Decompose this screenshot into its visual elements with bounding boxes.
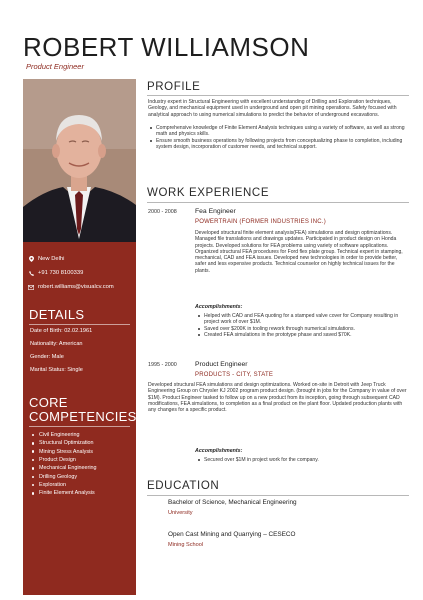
- phone-icon: [28, 270, 34, 276]
- list-item: Mechanical Engineering: [32, 464, 97, 472]
- candidate-name: ROBERT WILLIAMSON: [23, 32, 310, 62]
- job-2-accomplishments: [195, 457, 407, 463]
- location-pin-icon: [28, 256, 34, 262]
- candidate-title: Product Engineer: [26, 62, 84, 71]
- list-item: Civil Engineering: [32, 431, 97, 439]
- profile-heading: PROFILE: [147, 81, 201, 93]
- list-item: Mining Stress Analysis: [32, 448, 97, 456]
- job-1-dates: 2000 - 2008: [148, 209, 177, 215]
- job-2-description: Developed structural FEA simulations and design optimizations. Worked on-site in Detroit with Jeep Truck Engineering Group on Chrysler KJ 2002 program product design. (brought in jobs for the Company in value of over $1M). Product Engineer tasked to follow up on a new product from its inception, going through subsequent CAD modifications, FEA simulations, to completion as a final product on the plant floor. Updated production plants with any changes for a specific product.: [148, 382, 407, 413]
- job-1-accomplishments-label: Accomplishments:: [195, 304, 243, 310]
- education-2-school: Mining School: [168, 542, 204, 548]
- profile-photo: [23, 79, 136, 242]
- competencies-list: [32, 431, 97, 498]
- phone-text: +91 730 8100339: [38, 270, 84, 276]
- profile-divider: [147, 95, 409, 96]
- contact-location: [28, 256, 64, 262]
- competencies-heading-line-1: CORE: [29, 395, 68, 410]
- list-item: Structural Optimization: [32, 439, 97, 447]
- list-item: Helped with CAD and FEA quoting for a stamped valve cover for Company resulting in project work of over $1M.: [195, 313, 407, 326]
- list-item: Product Design: [32, 456, 97, 464]
- job-1-description: Developed structural finite element analysis(FEA) simulations and design optimizations. Managed file translations and drawings updates. Participated in product design on Honda projects. Developed solutions for FEA problems using variety of software applications. Organized structural FEA procedures for Ford flex plate group. Technical expert in stamping, mechanical, CAD and FEA issues. Developed new technologies in order to provide better, safer and less expensive products. Technical counselor on highly technical issues for the plants.: [195, 230, 403, 274]
- email-icon: [28, 284, 34, 290]
- competencies-heading-line-2: COMPETENCIES: [29, 409, 137, 424]
- education-heading: EDUCATION: [147, 480, 220, 492]
- work-experience-heading: WORK EXPERIENCE: [147, 187, 270, 199]
- job-2-accomplishments-label: Accomplishments:: [195, 448, 243, 454]
- details-heading: DETAILS: [29, 307, 85, 322]
- job-1-title: Fea Engineer: [195, 208, 236, 215]
- detail-marital-status: Marital Status: Single: [30, 367, 83, 373]
- job-2-company: PRODUCTS - CITY, STATE: [195, 372, 274, 378]
- contact-phone: [28, 270, 83, 276]
- list-item: Exploration: [32, 481, 97, 489]
- email-text[interactable]: robert.williams@visualcv.com: [38, 284, 114, 290]
- job-2-dates: 1995 - 2000: [148, 362, 177, 368]
- detail-dob: Date of Birth: 02.02.1961: [30, 328, 93, 334]
- location-text: New Delhi: [38, 256, 65, 262]
- list-item: Created FEA simulations in the prototype phase and saved $70K.: [195, 332, 407, 338]
- profile-bullets: [148, 125, 406, 150]
- list-item: Drilling Geology: [32, 473, 97, 481]
- education-2-degree: Open Cast Mining and Quarrying – CESECO: [168, 531, 296, 538]
- list-item: Comprehensive knowledge of Finite Element Analysis techniques using a variety of software, as well as strong math and physics skills.: [148, 125, 406, 138]
- list-item: Ensure smooth business operations by following projects from conceptualizing phase to completion, including system design, incorporation of customer needs, and technical support.: [148, 138, 406, 151]
- work-experience-divider: [147, 202, 409, 203]
- education-divider: [147, 495, 409, 496]
- list-item: Saved over $200K in tooling rework through numerical simulations.: [195, 326, 407, 332]
- education-1-school: University: [168, 510, 193, 516]
- contact-email[interactable]: [28, 284, 114, 290]
- profile-summary: Industry expert in Structural Engineering with excellent understanding of Drilling and Exploration techniques, Geology, and mechanical equipment used in underground and open pit mining operations. Safety focused with analytical approach to using numerical simulations to predict the behavior of underground excavations.: [148, 99, 397, 118]
- sidebar: [23, 79, 136, 595]
- list-item: Secured over $1M in project work for the company.: [195, 457, 407, 463]
- job-1-accomplishments: [195, 313, 407, 338]
- list-item: Finite Element Analysis: [32, 489, 97, 497]
- competencies-divider: [29, 426, 130, 427]
- detail-gender: Gender: Male: [30, 354, 64, 360]
- job-2-title: Product Engineer: [195, 361, 248, 368]
- details-divider: [29, 324, 130, 325]
- education-1-degree: Bachelor of Science, Mechanical Engineering: [168, 499, 297, 506]
- detail-nationality: Nationality: American: [30, 341, 83, 347]
- job-1-company: POWERTRAIN (FORMER INDUSTRIES INC.): [195, 219, 326, 225]
